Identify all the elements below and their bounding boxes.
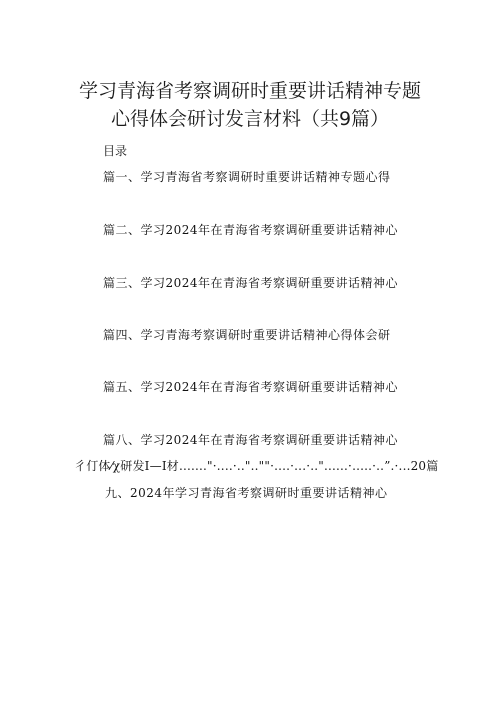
toc-item-5: 篇五、学习2024年在青海省考察调研重要讲话精神心: [103, 380, 399, 394]
document-title-line-2: 心得体会研讨发言材料（共9篇）: [110, 108, 390, 130]
document-title-line-1: 学习青海省考察调研时重要讲话精神专题: [78, 80, 421, 102]
toc-item-1: 篇一、学习青海省考察调研时重要讲话精神专题心得: [103, 170, 391, 184]
toc-item-6: 篇八、学习2024年在青海省考察调研重要讲话精神心: [103, 433, 399, 447]
toc-item-4: 篇四、学习青海考察调研时重要讲话精神心得体会研: [103, 328, 391, 342]
toc-garbled-line: 彳仃体⁄χ研发I—I材......."·....·.."..""·....·...·.."......·.....·..”.·...20篇: [74, 459, 439, 473]
toc-heading: 目录: [103, 144, 128, 158]
toc-item-2: 篇二、学习2024年在青海省考察调研重要讲话精神心: [103, 223, 399, 237]
toc-item-9: 九、2024年学习青海省考察调研时重要讲话精神心: [105, 486, 388, 500]
toc-item-3: 篇三、学习2024年在青海省考察调研重要讲话精神心: [103, 276, 399, 290]
